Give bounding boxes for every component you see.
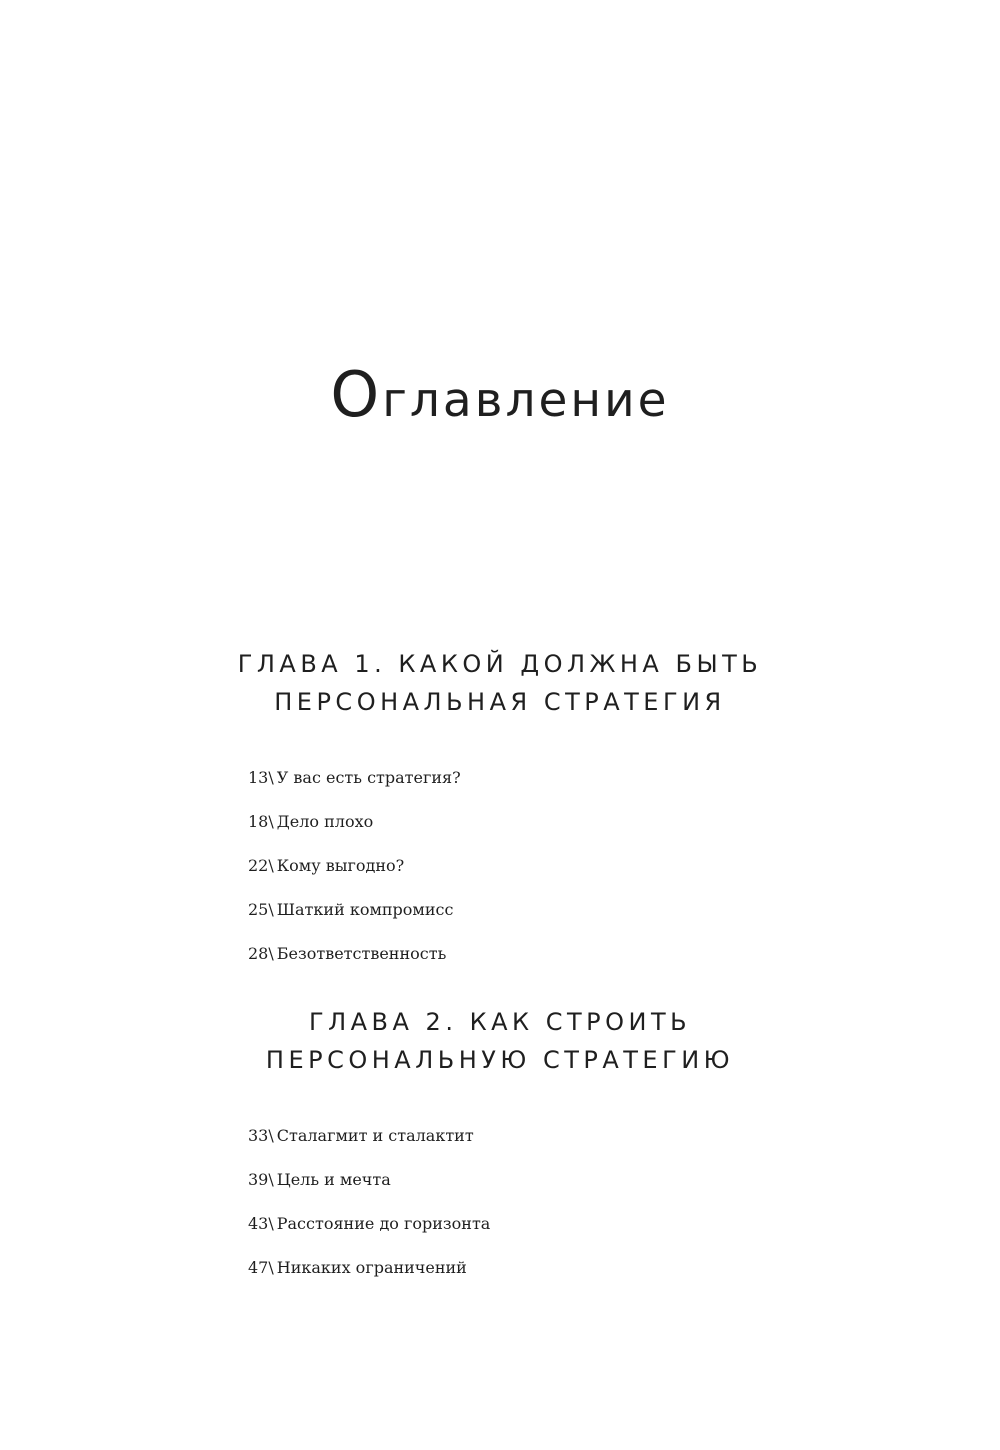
- toc-entry[interactable]: [248, 1126, 490, 1170]
- toc-entry-title: Безответственность: [276, 944, 447, 963]
- toc-entry-separator: \: [268, 812, 274, 831]
- toc-entry[interactable]: [248, 900, 461, 944]
- chapter-2-heading-line1: ГЛАВА 2. КАК СТРОИТЬ: [308, 1008, 692, 1036]
- toc-entry-title: Расстояние до горизонта: [276, 1214, 491, 1233]
- toc-entry-page: 22: [248, 856, 269, 875]
- toc-entry-page: 47: [248, 1258, 269, 1277]
- toc-entry-page: 33: [248, 1126, 269, 1145]
- toc-entry-page: 18: [248, 812, 269, 831]
- toc-entry-separator: \: [268, 1170, 274, 1189]
- toc-entry-title: Никаких ограничений: [276, 1258, 467, 1277]
- page-title: [0, 355, 1000, 441]
- chapter-1-heading-line2: ПЕРСОНАЛЬНАЯ СТРАТЕГИЯ: [274, 688, 726, 716]
- toc-entry-title: Цель и мечта: [276, 1170, 391, 1189]
- chapter-1-heading-line1: ГЛАВА 1. КАКОЙ ДОЛЖНА БЫТЬ: [237, 650, 763, 678]
- toc-entry-separator: \: [268, 1258, 274, 1277]
- toc-entry-title: Сталагмит и сталактит: [276, 1126, 474, 1145]
- page-title-initial: О: [330, 358, 383, 431]
- toc-entry-page: 39: [248, 1170, 269, 1189]
- toc-entry[interactable]: [248, 1214, 490, 1258]
- chapter-2-heading-line2: ПЕРСОНАЛЬНУЮ СТРАТЕГИЮ: [265, 1046, 735, 1074]
- toc-entry-separator: \: [268, 1126, 274, 1145]
- toc-entry[interactable]: [248, 1170, 490, 1214]
- chapter-1-heading: [0, 645, 1000, 721]
- toc-entry[interactable]: [248, 944, 461, 988]
- toc-entry-page: 13: [248, 768, 269, 787]
- toc-entry-title: Шаткий компромисс: [276, 900, 454, 919]
- toc-entry-title: Дело плохо: [276, 812, 374, 831]
- toc-entry-title: Кому выгодно?: [276, 856, 405, 875]
- toc-entry-separator: \: [268, 944, 274, 963]
- toc-entry-page: 25: [248, 900, 269, 919]
- toc-entry[interactable]: [248, 856, 461, 900]
- chapter-1-entries: [248, 768, 461, 988]
- toc-entry-separator: \: [268, 900, 274, 919]
- toc-entry-page: 28: [248, 944, 269, 963]
- toc-entry-title: У вас есть стратегия?: [276, 768, 461, 787]
- toc-entry[interactable]: [248, 1258, 490, 1302]
- chapter-2-entries: [248, 1126, 490, 1302]
- toc-entry[interactable]: [248, 812, 461, 856]
- toc-entry-page: 43: [248, 1214, 269, 1233]
- toc-entry[interactable]: [248, 768, 461, 812]
- toc-entry-separator: \: [268, 768, 274, 787]
- toc-entry-separator: \: [268, 1214, 274, 1233]
- toc-entry-separator: \: [268, 856, 274, 875]
- page-title-rest: главление: [382, 373, 670, 428]
- chapter-2-heading: [0, 1003, 1000, 1079]
